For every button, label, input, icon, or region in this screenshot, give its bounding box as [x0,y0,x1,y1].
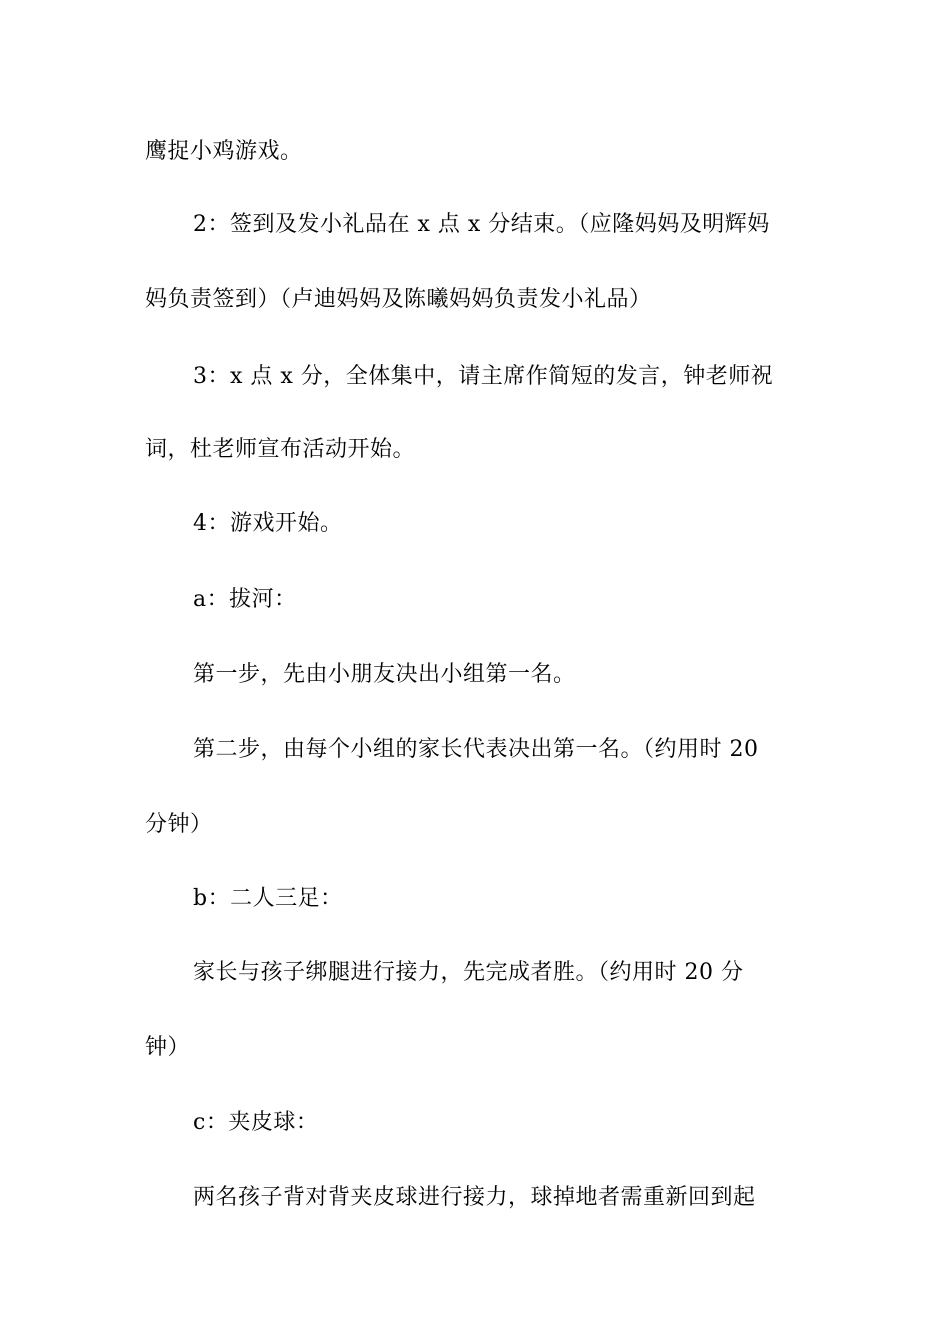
text-line: 两名孩子背对背夹皮球进行接力，球掉地者需重新回到起 [193,1185,756,1210]
text-line: 2：签到及发小礼品在 x 点 x 分结束。（应隆妈妈及明辉妈 [193,212,770,237]
text-line: 3：x 点 x 分，全体集中，请主席作简短的发言，钟老师祝 [193,364,774,389]
text-line: 钟） [145,1035,191,1060]
text-line: 妈负责签到）（卢迪妈妈及陈曦妈妈负责发小礼品） [145,287,652,312]
text-line: c：夹皮球： [193,1110,319,1135]
text-line: 4：游戏开始。 [193,511,343,536]
text-line: 分钟） [145,812,213,837]
text-line: 第二步，由每个小组的家长代表决出第一名。（约用时 20 [193,737,759,762]
text-line: 鹰捉小鸡游戏。 [145,139,303,164]
text-line: a：拔河： [193,587,297,612]
text-line: 第一步，先由小朋友决出小组第一名。 [193,662,576,687]
text-line: b：二人三足： [193,886,343,911]
text-line: 词，杜老师宣布活动开始。 [145,437,416,462]
text-line: 家长与孩子绑腿进行接力，先完成者胜。（约用时 20 分 [193,960,744,985]
